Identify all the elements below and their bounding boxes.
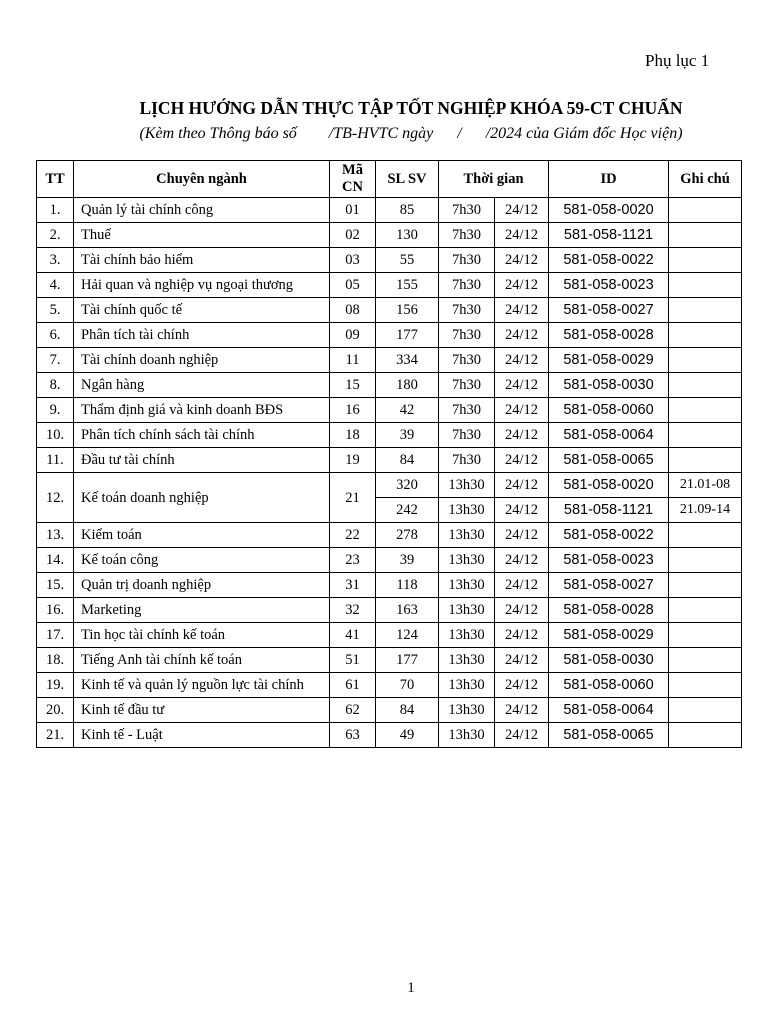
session-hour: 7h30	[439, 323, 495, 348]
table-row	[37, 548, 742, 573]
note	[669, 273, 742, 298]
meeting-id: 581-058-0023	[549, 548, 669, 573]
student-count: 39	[376, 548, 439, 573]
table-row	[37, 598, 742, 623]
row-number: 20.	[37, 698, 74, 723]
table-row	[37, 373, 742, 398]
table-header-row	[37, 161, 742, 198]
note	[669, 523, 742, 548]
student-count: 124	[376, 623, 439, 648]
table-row	[37, 323, 742, 348]
note	[669, 673, 742, 698]
student-count: 334	[376, 348, 439, 373]
table-row	[37, 423, 742, 448]
session-hour: 7h30	[439, 298, 495, 323]
major-name: Kinh tế và quản lý nguồn lực tài chính	[74, 673, 330, 698]
row-number: 11.	[37, 448, 74, 473]
major-code: 21	[330, 473, 376, 523]
session-hour: 13h30	[439, 648, 495, 673]
student-count: 242	[376, 498, 439, 523]
session-date: 24/12	[495, 648, 549, 673]
session-hour: 7h30	[439, 398, 495, 423]
meeting-id: 581-058-0065	[549, 448, 669, 473]
meeting-id: 581-058-0060	[549, 673, 669, 698]
table-row	[37, 523, 742, 548]
header-id: ID	[549, 161, 669, 198]
header-count: SL SV	[376, 161, 439, 198]
table-row	[37, 673, 742, 698]
meeting-id: 581-058-0020	[549, 473, 669, 498]
row-number: 9.	[37, 398, 74, 423]
student-count: 177	[376, 648, 439, 673]
row-number: 13.	[37, 523, 74, 548]
major-code: 15	[330, 373, 376, 398]
session-date: 24/12	[495, 248, 549, 273]
row-number: 12.	[37, 473, 74, 523]
note	[669, 248, 742, 273]
row-number: 4.	[37, 273, 74, 298]
row-number: 3.	[37, 248, 74, 273]
session-date: 24/12	[495, 348, 549, 373]
schedule-table	[36, 160, 742, 748]
major-name: Phân tích tài chính	[74, 323, 330, 348]
table-row	[37, 298, 742, 323]
major-code: 09	[330, 323, 376, 348]
student-count: 155	[376, 273, 439, 298]
major-code: 41	[330, 623, 376, 648]
row-number: 7.	[37, 348, 74, 373]
header-note: Ghi chú	[669, 161, 742, 198]
meeting-id: 581-058-0028	[549, 598, 669, 623]
session-hour: 7h30	[439, 423, 495, 448]
session-hour: 13h30	[439, 573, 495, 598]
note	[669, 648, 742, 673]
row-number: 5.	[37, 298, 74, 323]
note: 21.01-08	[669, 473, 742, 498]
session-date: 24/12	[495, 223, 549, 248]
session-date: 24/12	[495, 473, 549, 498]
meeting-id: 581-058-1121	[549, 498, 669, 523]
major-name: Thẩm định giá và kinh doanh BĐS	[74, 398, 330, 423]
meeting-id: 581-058-1121	[549, 223, 669, 248]
session-date: 24/12	[495, 723, 549, 748]
header-code: Mã CN	[330, 161, 376, 198]
major-code: 63	[330, 723, 376, 748]
note	[669, 298, 742, 323]
student-count: 49	[376, 723, 439, 748]
student-count: 39	[376, 423, 439, 448]
note	[669, 698, 742, 723]
major-name: Phân tích chính sách tài chính	[74, 423, 330, 448]
table-row	[37, 448, 742, 473]
major-name: Kế toán công	[74, 548, 330, 573]
student-count: 42	[376, 398, 439, 423]
major-code: 19	[330, 448, 376, 473]
student-count: 130	[376, 223, 439, 248]
meeting-id: 581-058-0065	[549, 723, 669, 748]
session-date: 24/12	[495, 498, 549, 523]
session-hour: 13h30	[439, 698, 495, 723]
student-count: 320	[376, 473, 439, 498]
student-count: 180	[376, 373, 439, 398]
session-hour: 13h30	[439, 723, 495, 748]
session-date: 24/12	[495, 698, 549, 723]
major-name: Tin học tài chính kế toán	[74, 623, 330, 648]
session-date: 24/12	[495, 523, 549, 548]
meeting-id: 581-058-0022	[549, 523, 669, 548]
header-tt: TT	[37, 161, 74, 198]
table-row	[37, 198, 742, 223]
meeting-id: 581-058-0030	[549, 648, 669, 673]
table-row	[37, 248, 742, 273]
session-date: 24/12	[495, 423, 549, 448]
session-date: 24/12	[495, 548, 549, 573]
row-number: 17.	[37, 623, 74, 648]
session-hour: 7h30	[439, 273, 495, 298]
major-code: 32	[330, 598, 376, 623]
major-code: 02	[330, 223, 376, 248]
header-major: Chuyên ngành	[74, 161, 330, 198]
major-code: 61	[330, 673, 376, 698]
note	[669, 448, 742, 473]
major-code: 31	[330, 573, 376, 598]
note	[669, 623, 742, 648]
major-name: Kiểm toán	[74, 523, 330, 548]
major-code: 22	[330, 523, 376, 548]
session-date: 24/12	[495, 573, 549, 598]
student-count: 163	[376, 598, 439, 623]
student-count: 278	[376, 523, 439, 548]
major-name: Kế toán doanh nghiệp	[74, 473, 330, 523]
session-date: 24/12	[495, 448, 549, 473]
note	[669, 598, 742, 623]
major-name: Kinh tế đầu tư	[74, 698, 330, 723]
note	[669, 348, 742, 373]
major-code: 62	[330, 698, 376, 723]
major-code: 23	[330, 548, 376, 573]
major-name: Hải quan và nghiệp vụ ngoại thương	[74, 273, 330, 298]
note	[669, 373, 742, 398]
major-name: Tài chính quốc tế	[74, 298, 330, 323]
session-hour: 13h30	[439, 598, 495, 623]
row-number: 21.	[37, 723, 74, 748]
table-row	[37, 723, 742, 748]
meeting-id: 581-058-0027	[549, 298, 669, 323]
major-code: 03	[330, 248, 376, 273]
page-number: 1	[407, 980, 415, 996]
session-date: 24/12	[495, 623, 549, 648]
table-row	[37, 623, 742, 648]
session-hour: 7h30	[439, 373, 495, 398]
session-date: 24/12	[495, 673, 549, 698]
document-subtitle: (Kèm theo Thông báo số /TB-HVTC ngày / /2024 của Giám đốc Học viện)	[139, 125, 683, 142]
session-hour: 13h30	[439, 548, 495, 573]
row-number: 8.	[37, 373, 74, 398]
note	[669, 198, 742, 223]
major-name: Tài chính bảo hiểm	[74, 248, 330, 273]
major-code: 11	[330, 348, 376, 373]
note	[669, 573, 742, 598]
session-hour: 7h30	[439, 198, 495, 223]
student-count: 156	[376, 298, 439, 323]
major-code: 08	[330, 298, 376, 323]
table-row	[37, 698, 742, 723]
major-name: Tài chính doanh nghiệp	[74, 348, 330, 373]
major-code: 16	[330, 398, 376, 423]
row-number: 19.	[37, 673, 74, 698]
row-number: 18.	[37, 648, 74, 673]
session-date: 24/12	[495, 398, 549, 423]
session-date: 24/12	[495, 198, 549, 223]
header-time: Thời gian	[439, 161, 549, 198]
student-count: 177	[376, 323, 439, 348]
row-number: 14.	[37, 548, 74, 573]
table-row	[37, 398, 742, 423]
major-name: Thuế	[74, 223, 330, 248]
session-hour: 7h30	[439, 248, 495, 273]
meeting-id: 581-058-0064	[549, 423, 669, 448]
session-hour: 13h30	[439, 623, 495, 648]
student-count: 55	[376, 248, 439, 273]
meeting-id: 581-058-0020	[549, 198, 669, 223]
table-row	[37, 473, 742, 498]
major-code: 18	[330, 423, 376, 448]
table-row	[37, 348, 742, 373]
major-name: Đầu tư tài chính	[74, 448, 330, 473]
student-count: 85	[376, 198, 439, 223]
major-name: Quản lý tài chính công	[74, 198, 330, 223]
table-row	[37, 273, 742, 298]
session-hour: 7h30	[439, 223, 495, 248]
session-date: 24/12	[495, 598, 549, 623]
table-body	[37, 198, 742, 748]
session-date: 24/12	[495, 298, 549, 323]
major-name: Kinh tế - Luật	[74, 723, 330, 748]
appendix-label: Phụ lục 1	[645, 51, 710, 70]
table-row	[37, 223, 742, 248]
note: 21.09-14	[669, 498, 742, 523]
session-hour: 13h30	[439, 673, 495, 698]
session-date: 24/12	[495, 323, 549, 348]
meeting-id: 581-058-0029	[549, 623, 669, 648]
row-number: 16.	[37, 598, 74, 623]
row-number: 10.	[37, 423, 74, 448]
table-row	[37, 648, 742, 673]
meeting-id: 581-058-0029	[549, 348, 669, 373]
major-code: 51	[330, 648, 376, 673]
major-name: Marketing	[74, 598, 330, 623]
meeting-id: 581-058-0022	[549, 248, 669, 273]
major-name: Ngân hàng	[74, 373, 330, 398]
note	[669, 223, 742, 248]
meeting-id: 581-058-0027	[549, 573, 669, 598]
table-row	[37, 573, 742, 598]
meeting-id: 581-058-0064	[549, 698, 669, 723]
student-count: 84	[376, 448, 439, 473]
student-count: 118	[376, 573, 439, 598]
row-number: 6.	[37, 323, 74, 348]
session-hour: 7h30	[439, 448, 495, 473]
session-hour: 13h30	[439, 498, 495, 523]
major-code: 05	[330, 273, 376, 298]
note	[669, 323, 742, 348]
note	[669, 423, 742, 448]
note	[669, 398, 742, 423]
student-count: 70	[376, 673, 439, 698]
document-title: LỊCH HƯỚNG DẪN THỰC TẬP TỐT NGHIỆP KHÓA 59-CT CHUẨN	[139, 98, 683, 118]
session-hour: 13h30	[439, 473, 495, 498]
row-number: 15.	[37, 573, 74, 598]
session-date: 24/12	[495, 273, 549, 298]
meeting-id: 581-058-0060	[549, 398, 669, 423]
major-name: Quản trị doanh nghiệp	[74, 573, 330, 598]
meeting-id: 581-058-0023	[549, 273, 669, 298]
meeting-id: 581-058-0028	[549, 323, 669, 348]
row-number: 1.	[37, 198, 74, 223]
major-code: 01	[330, 198, 376, 223]
major-name: Tiếng Anh tài chính kế toán	[74, 648, 330, 673]
session-hour: 13h30	[439, 523, 495, 548]
note	[669, 723, 742, 748]
session-hour: 7h30	[439, 348, 495, 373]
session-date: 24/12	[495, 373, 549, 398]
note	[669, 548, 742, 573]
student-count: 84	[376, 698, 439, 723]
meeting-id: 581-058-0030	[549, 373, 669, 398]
row-number: 2.	[37, 223, 74, 248]
